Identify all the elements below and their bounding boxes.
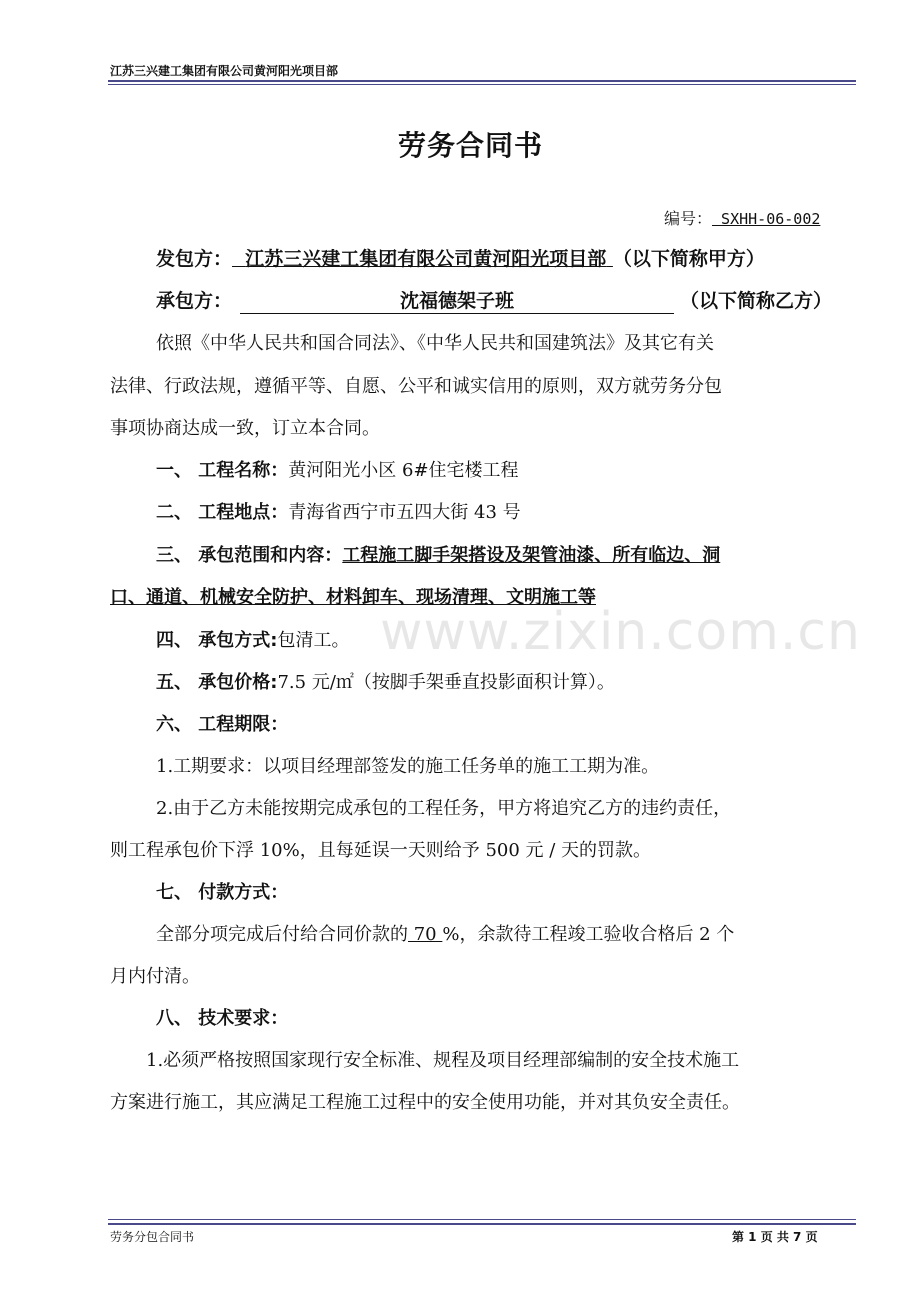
preamble-line-1: 依照《中华人民共和国合同法》、《中华人民共和国建筑法》及其它有关 bbox=[156, 333, 714, 354]
section-contract-mode bbox=[156, 626, 349, 652]
section-duration-item-1: 1.工期要求：以项目经理部签发的施工任务单的施工工期为准。 bbox=[156, 756, 660, 777]
section-project-name-label: 一、 工程名称： bbox=[156, 460, 289, 481]
section-project-location-label: 二、 工程地点： bbox=[156, 502, 289, 523]
section-payment-line-2: 月内付清。 bbox=[110, 966, 200, 987]
section-duration-item-2a: 2.由于乙方未能按期完成承包的工程任务，甲方将追究乙方的违约责任， bbox=[156, 798, 732, 819]
preamble-line-2: 法律、行政法规，遵循平等、自愿、公平和诚实信用的原则，双方就劳务分包 bbox=[110, 376, 722, 397]
payment-percentage: 70 bbox=[408, 924, 443, 945]
payment-text-post: %，余款待工程竣工验收合格后 2 个 bbox=[442, 924, 735, 945]
section-contract-mode-label: 四、 承包方式: bbox=[156, 630, 278, 651]
section-payment-label: 七、 付款方式： bbox=[156, 882, 289, 903]
footer-rule-thin bbox=[108, 1219, 856, 1220]
footer-left: 劳务分包合同书 bbox=[110, 1230, 195, 1244]
section-price bbox=[156, 668, 615, 694]
footer-rule bbox=[108, 1223, 856, 1225]
payment-text-pre: 全部分项完成后付给合同价款的 bbox=[156, 924, 408, 945]
section-technical-label: 八、 技术要求： bbox=[156, 1008, 289, 1029]
contract-number-label: 编号： bbox=[664, 209, 713, 228]
section-price-label: 五、 承包价格: bbox=[156, 672, 278, 693]
section-contract-mode-value: 包清工。 bbox=[277, 630, 350, 651]
section-duration-label: 六、 工程期限： bbox=[156, 714, 289, 735]
header-rule-thin bbox=[108, 84, 856, 85]
footer-page-number: 第 1 页 共 7 页 bbox=[732, 1230, 818, 1244]
section-project-name bbox=[156, 456, 519, 482]
party-a-suffix: （以下简称甲方） bbox=[612, 248, 765, 270]
section-scope-label: 三、 承包范围和内容： bbox=[156, 545, 343, 566]
header-company: 江苏三兴建工集团有限公司黄河阳光项目部 bbox=[110, 64, 339, 78]
contract-number bbox=[664, 206, 820, 229]
section-technical-item-1a: 1.必须严格按照国家现行安全标准、规程及项目经理部编制的安全技术施工 bbox=[146, 1050, 740, 1071]
section-payment-line-1 bbox=[156, 920, 734, 946]
header-rule bbox=[108, 80, 856, 82]
party-b-name: 沈福德架子班 bbox=[240, 286, 674, 314]
section-scope-value-1: 工程施工脚手架搭设及架管油漆、所有临边、洞 bbox=[342, 545, 721, 566]
preamble-line-3: 事项协商达成一致，订立本合同。 bbox=[110, 418, 380, 439]
party-b-label: 承包方： bbox=[156, 290, 233, 312]
party-b-suffix: （以下简称乙方） bbox=[680, 290, 833, 312]
section-scope bbox=[156, 541, 720, 567]
section-price-value: 7.5 元/㎡（按脚手架垂直投影面积计算）。 bbox=[277, 672, 615, 693]
contract-number-value: SXHH-06-002 bbox=[721, 210, 821, 228]
party-a-line bbox=[156, 244, 765, 271]
document-title: 劳务合同书 bbox=[398, 129, 544, 162]
watermark: www.zixin.com.cn bbox=[380, 602, 861, 662]
party-a-label: 发包方： bbox=[156, 248, 233, 270]
party-b-line bbox=[156, 286, 832, 314]
section-project-location bbox=[156, 498, 521, 524]
section-duration-item-2b: 则工程承包价下浮 10%，且每延误一天则给予 500 元 / 天的罚款。 bbox=[110, 840, 652, 861]
section-technical-item-1b: 方案进行施工，其应满足工程施工过程中的安全使用功能，并对其负安全责任。 bbox=[110, 1092, 740, 1113]
section-project-location-value: 青海省西宁市五四大街 43 号 bbox=[288, 502, 521, 523]
section-project-name-value: 黄河阳光小区 6#住宅楼工程 bbox=[288, 460, 519, 481]
party-a-name: 江苏三兴建工集团有限公司黄河阳光项目部 bbox=[245, 248, 607, 270]
section-scope-value-2: 口、通道、机械安全防护、材料卸车、现场清理、文明施工等 bbox=[110, 587, 596, 608]
